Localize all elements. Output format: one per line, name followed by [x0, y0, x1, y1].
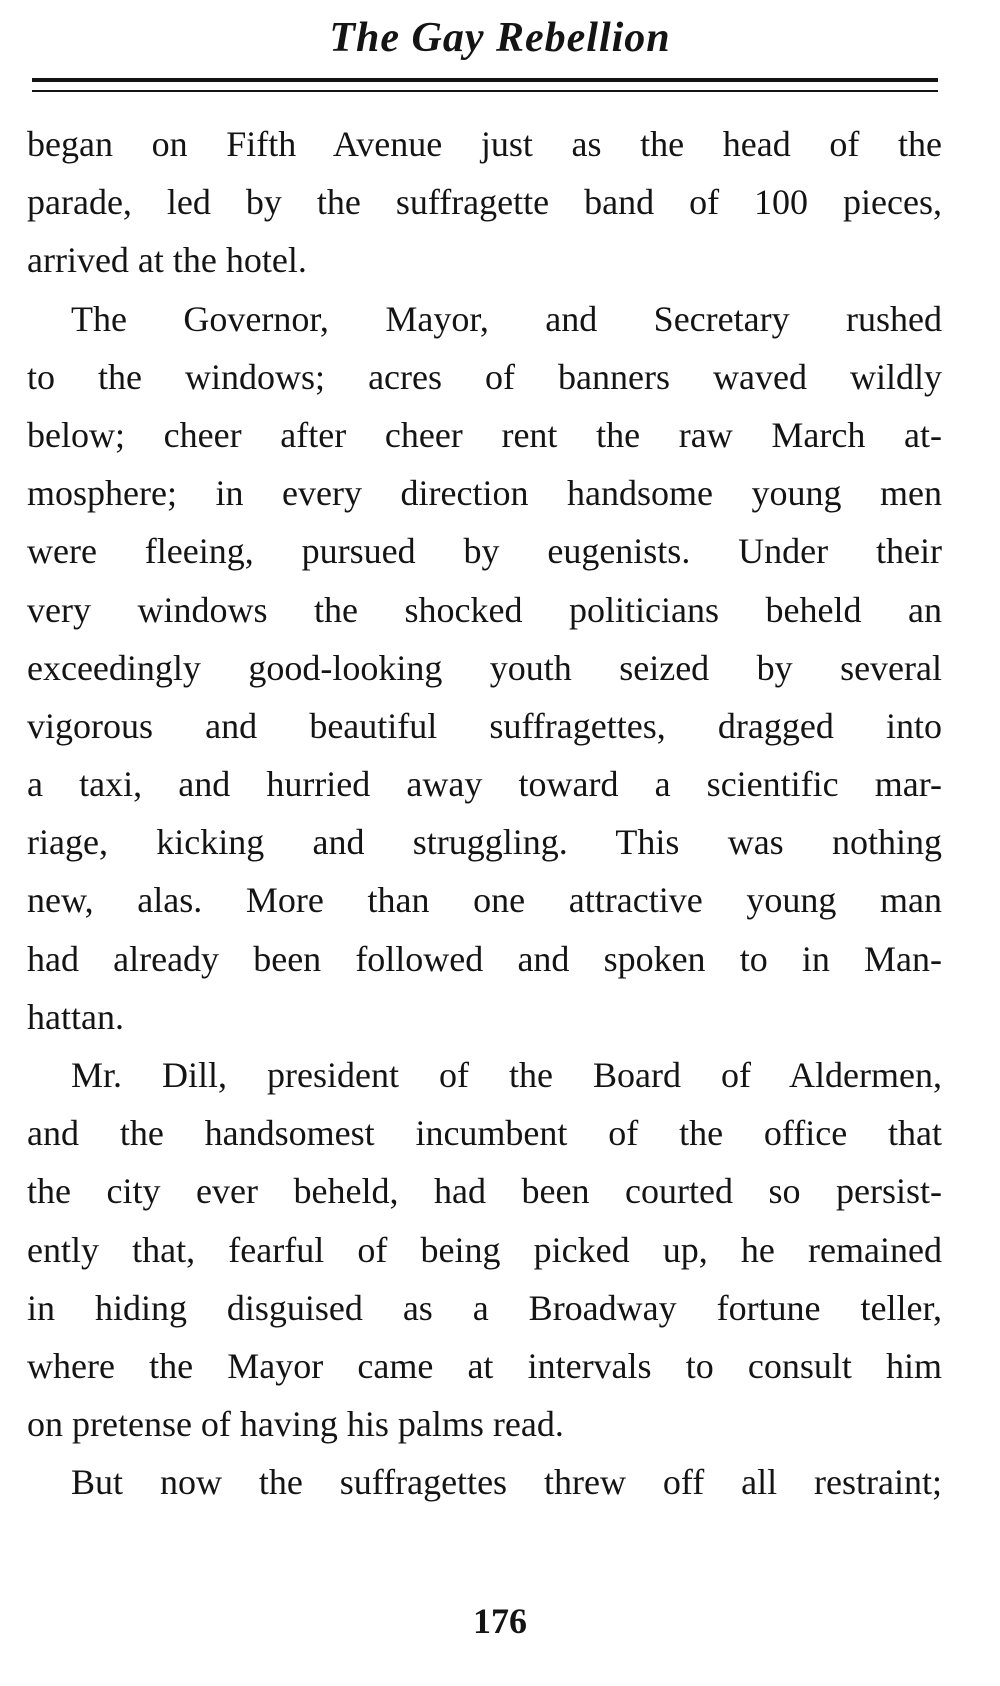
header-rule-thin [32, 90, 938, 92]
text-line: on pretense of having his palms read. [27, 1404, 564, 1445]
text-line: ently that, fearful of being picked up, he remained [27, 1229, 942, 1270]
header-rule-thick [32, 78, 938, 82]
text-line: riage, kicking and struggling. This was nothing [27, 822, 942, 863]
text-line: very windows the shocked politicians beheld an [27, 589, 942, 630]
text-line: where the Mayor came at intervals to consult him [27, 1345, 942, 1386]
text-line: were fleeing, pursued by eugenists. Under their [27, 531, 942, 572]
text-line: in hiding disguised as a Broadway fortune teller, [27, 1287, 942, 1328]
page-number: 176 [473, 1601, 527, 1641]
text-line: began on Fifth Avenue just as the head of the [27, 124, 942, 164]
text-line: arrived at the hotel. [27, 240, 307, 281]
text-line: mosphere; in every direction handsome young men [27, 473, 942, 514]
text-line: exceedingly good-looking youth seized by several [27, 647, 942, 688]
paragraph-first-line: Mr. Dill, president of the Board of Aldermen, [71, 1055, 942, 1095]
text-line: vigorous and beautiful suffragettes, dragged into [27, 705, 942, 746]
text-line: the city ever beheld, had been courted so persist- [27, 1171, 942, 1212]
running-head: The Gay Rebellion [329, 15, 671, 61]
paragraph-first-line: But now the suffragettes threw off all restraint; [71, 1462, 942, 1503]
text-line: new, alas. More than one attractive young man [27, 880, 942, 921]
paragraph-first-line: The Governor, Mayor, and Secretary rushed [71, 298, 942, 339]
text-line: a taxi, and hurried away toward a scientific mar- [27, 764, 942, 805]
text-line: below; cheer after cheer rent the raw March at- [27, 414, 942, 455]
body-text [27, 115, 942, 1512]
text-line: to the windows; acres of banners waved wildly [27, 356, 942, 397]
text-line: had already been followed and spoken to in Man- [27, 938, 942, 979]
text-line: hattan. [27, 996, 124, 1037]
text-line: parade, led by the suffragette band of 100 pieces, [27, 182, 942, 223]
text-line: and the handsomest incumbent of the office that [27, 1113, 942, 1154]
